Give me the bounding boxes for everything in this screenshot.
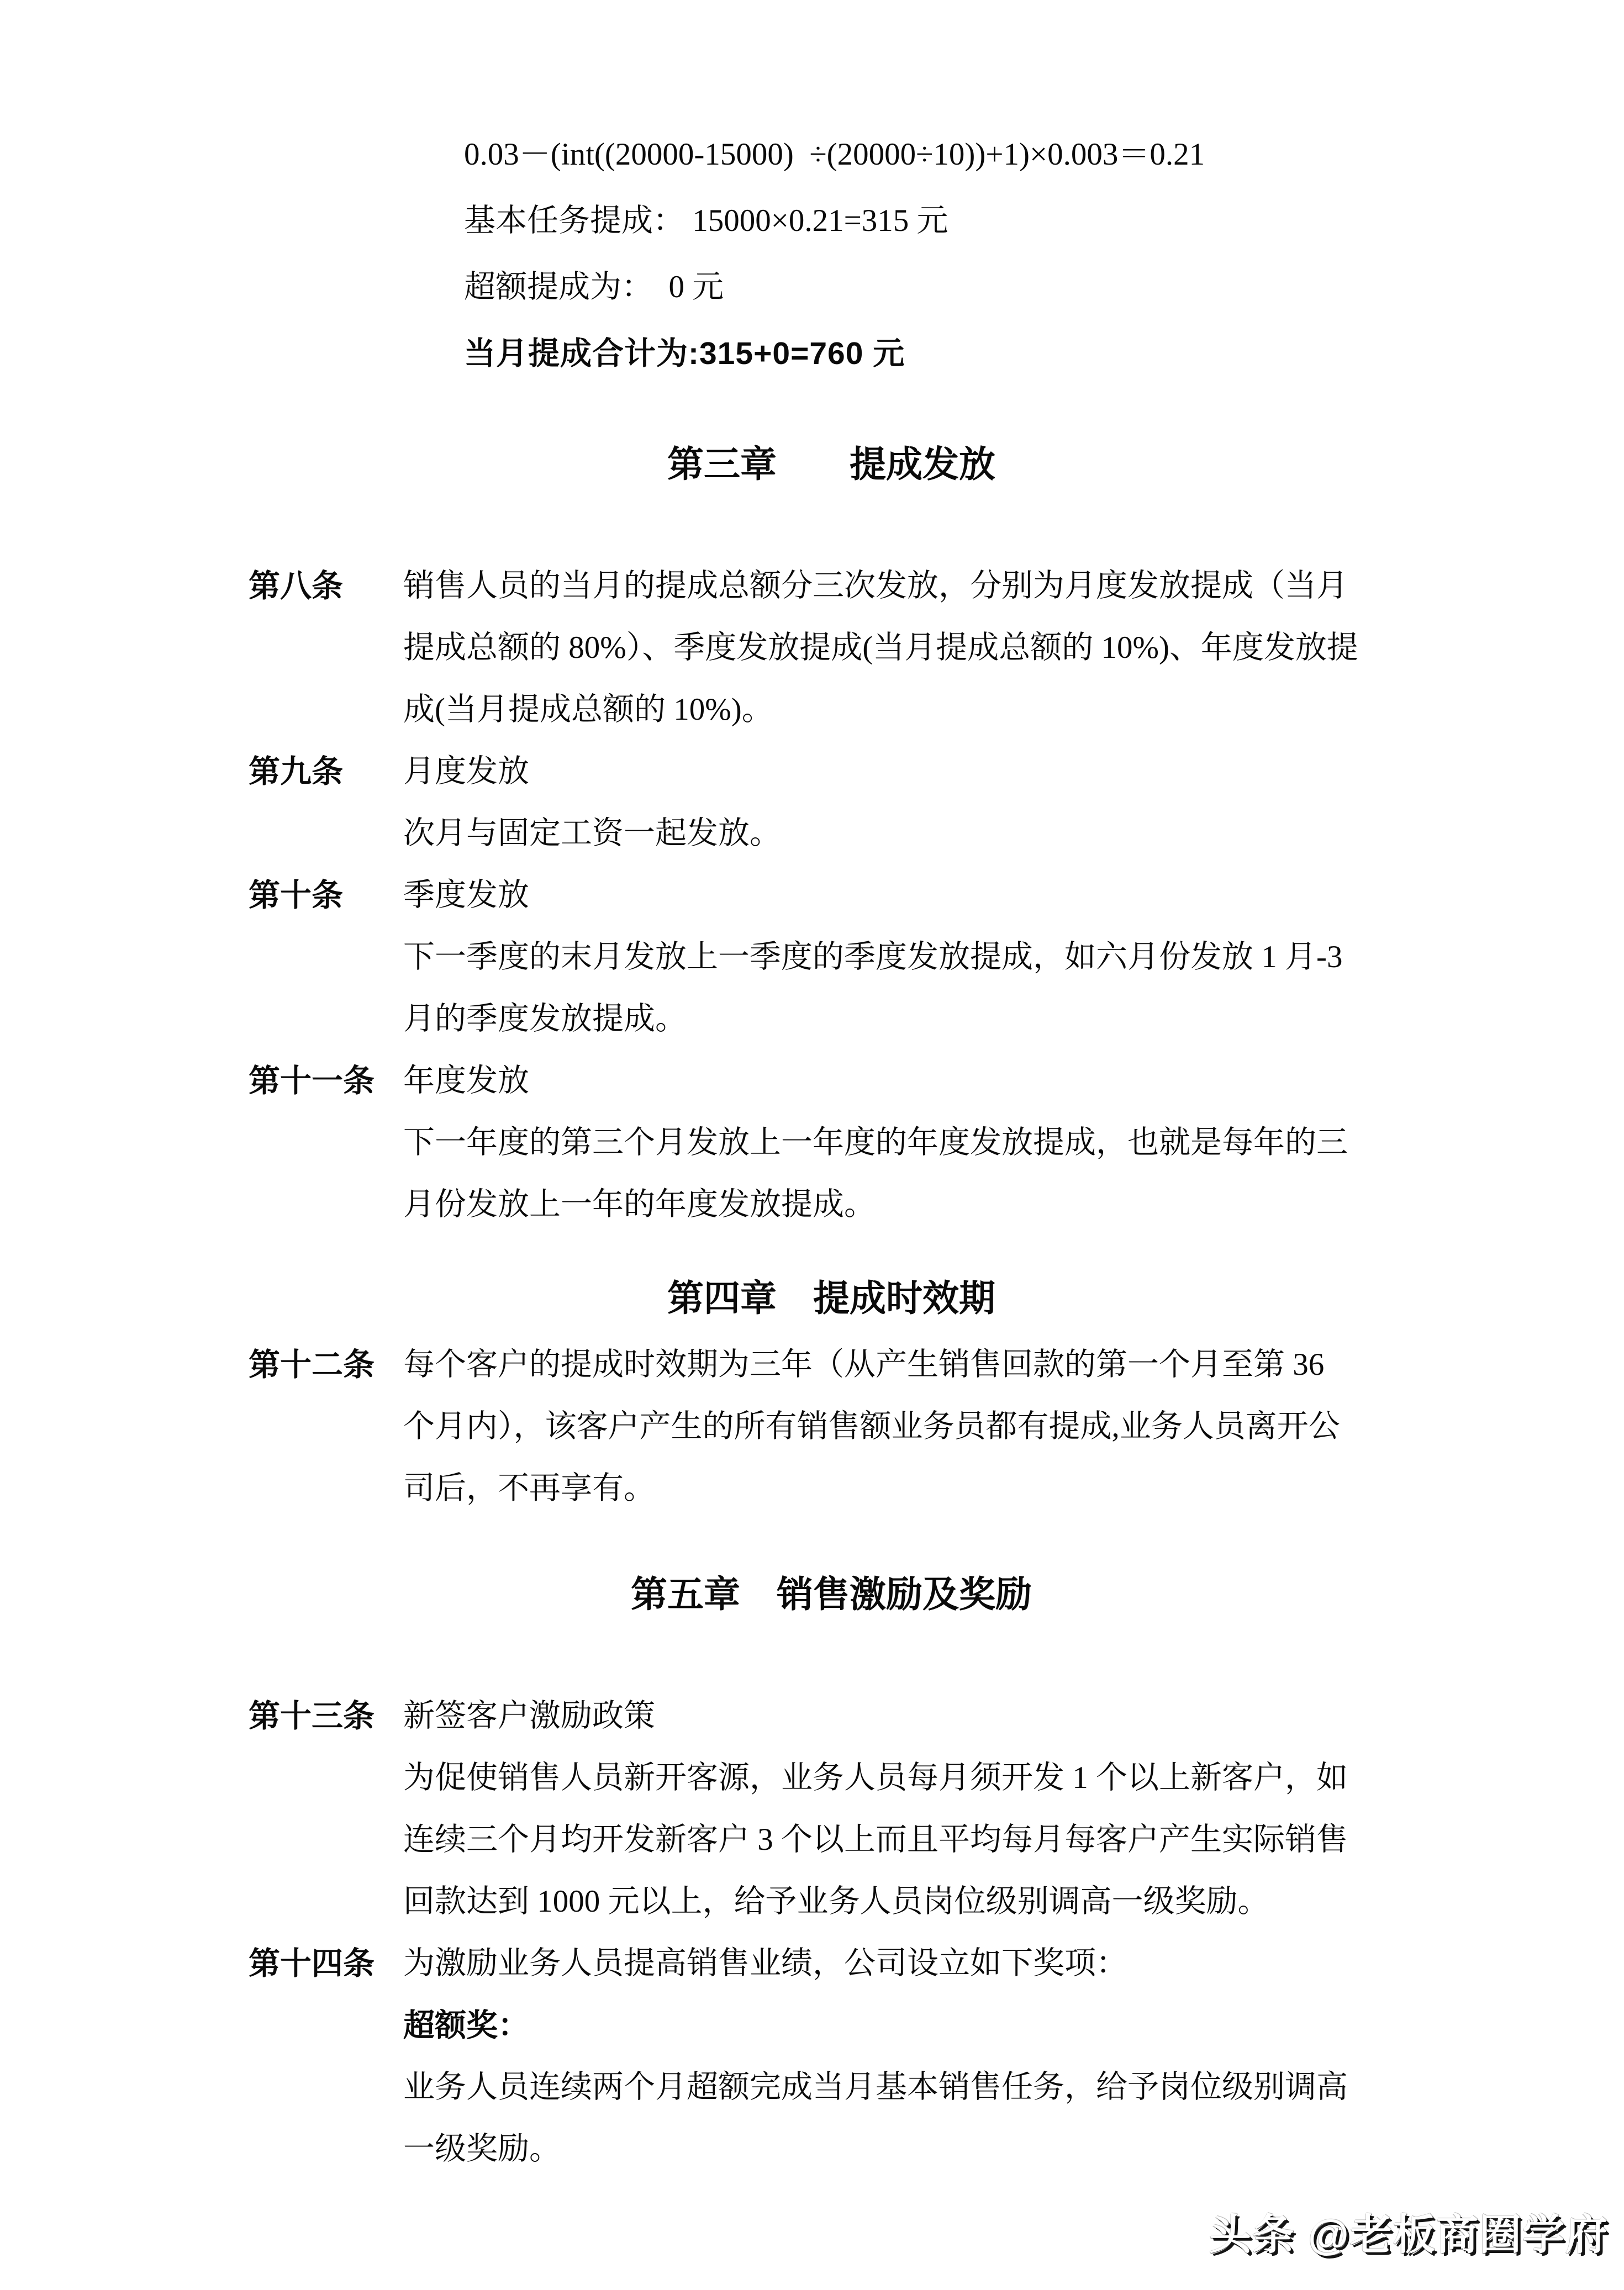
clause-row bbox=[249, 803, 1414, 864]
clause-text-line: 销售人员的当月的提成总额分三次发放，分别为月度发放提成（当月 bbox=[403, 568, 1348, 603]
example-calculation-line: 0.03－(int((20000-15000) ÷(20000÷10))+1)×0.003＝0.21 bbox=[464, 137, 1205, 172]
clause-row bbox=[249, 1050, 1414, 1112]
clause-text-line: 提成总额的 80%）、季度发放提成(当月提成总额的 10%)、年度发放提 bbox=[403, 630, 1358, 665]
clause-row bbox=[249, 1747, 1414, 1933]
clause-text-line: 回款达到 1000 元以上，给予业务人员岗位级别调高一级奖励。 bbox=[403, 1884, 1269, 1919]
clause-text bbox=[403, 1334, 1414, 1519]
clause-text bbox=[403, 555, 1414, 741]
clause-text bbox=[403, 1994, 1414, 2056]
clause-text-line: 超额奖： bbox=[403, 2008, 529, 2043]
watermark bbox=[1209, 2201, 1609, 2261]
clause-label: 第十二条 bbox=[249, 1347, 375, 1383]
clause-text-line: 新签客户激励政策 bbox=[403, 1698, 655, 1733]
clause-label: 第十三条 bbox=[249, 1698, 375, 1734]
clause-text bbox=[403, 741, 1414, 803]
clause-row bbox=[249, 926, 1414, 1050]
clause-label: 第十四条 bbox=[249, 1946, 375, 1981]
clause-text bbox=[403, 864, 1414, 926]
clause-text-line: 年度发放 bbox=[403, 1063, 529, 1098]
clause-text-line: 为促使销售人员新开客源，业务人员每月须开发 1 个以上新客户，如 bbox=[403, 1760, 1348, 1795]
clause-text bbox=[403, 1747, 1414, 1933]
clause-text-line: 每个客户的提成时效期为三年（从产生销售回款的第一个月至第 36 bbox=[403, 1347, 1325, 1382]
clause-text bbox=[403, 803, 1414, 864]
clause-text-line: 为激励业务人员提高销售业绩，公司设立如下奖项： bbox=[403, 1946, 1127, 1981]
watermark-text: 头条 @老板商圈学府 bbox=[1209, 2212, 1609, 2259]
clause-text-line: 成(当月提成总额的 10%)。 bbox=[403, 692, 773, 727]
clause-text-line: 下一年度的第三个月发放上一年度的年度发放提成，也就是每年的三 bbox=[403, 1125, 1348, 1160]
clause-text-line: 月度发放 bbox=[403, 754, 529, 789]
clause-row bbox=[249, 1112, 1414, 1236]
chapter-heading: 第五章 销售激励及奖励 bbox=[631, 1574, 1032, 1614]
clause-text bbox=[403, 2056, 1414, 2180]
clause-text-line: 司后，不再享有。 bbox=[403, 1471, 655, 1506]
clause-row bbox=[249, 1933, 1414, 1994]
example-calculation-line: 基本任务提成： 15000×0.21=315 元 bbox=[464, 203, 948, 238]
clause-row bbox=[249, 2056, 1414, 2180]
clause-text bbox=[403, 1112, 1414, 1236]
clause-row bbox=[249, 555, 1414, 741]
chapter-heading: 第三章 提成发放 bbox=[667, 444, 995, 484]
clause-row bbox=[249, 741, 1414, 803]
clause-text-line: 一级奖励。 bbox=[403, 2131, 561, 2166]
clause-text-line: 业务人员连续两个月超额完成当月基本销售任务，给予岗位级别调高 bbox=[403, 2070, 1348, 2104]
clause-row bbox=[249, 864, 1414, 926]
clause-text bbox=[403, 1685, 1414, 1747]
chapter-heading: 第四章 提成时效期 bbox=[667, 1278, 995, 1318]
clause-text-line: 个月内），该客户产生的所有销售额业务员都有提成,业务人员离开公 bbox=[403, 1409, 1340, 1444]
clause-text bbox=[403, 1050, 1414, 1112]
clause-label: 第十一条 bbox=[249, 1063, 375, 1099]
example-calculation-line: 当月提成合计为:315+0=760 元 bbox=[464, 336, 905, 371]
clause-label: 第九条 bbox=[249, 754, 343, 789]
clause-text-line: 连续三个月均开发新客户 3 个以上而且平均每月每客户产生实际销售 bbox=[403, 1822, 1348, 1857]
clause-label: 第八条 bbox=[249, 568, 343, 604]
clause-text-line: 次月与固定工资一起发放。 bbox=[403, 816, 781, 851]
clause-text-line: 季度发放 bbox=[403, 878, 529, 912]
clause-text-line: 月份发放上一年的年度发放提成。 bbox=[403, 1187, 876, 1222]
clause-row bbox=[249, 1994, 1414, 2056]
clause-row bbox=[249, 1685, 1414, 1747]
clause-text-line: 下一季度的末月发放上一季度的季度发放提成，如六月份发放 1 月-3 bbox=[403, 940, 1343, 974]
clause-text bbox=[403, 926, 1414, 1050]
example-calculation-line: 超额提成为： 0 元 bbox=[464, 270, 724, 304]
clause-row bbox=[249, 1334, 1414, 1519]
clause-text bbox=[403, 1933, 1414, 1994]
clause-label: 第十条 bbox=[249, 878, 343, 913]
clause-text-line: 月的季度发放提成。 bbox=[403, 1001, 687, 1036]
